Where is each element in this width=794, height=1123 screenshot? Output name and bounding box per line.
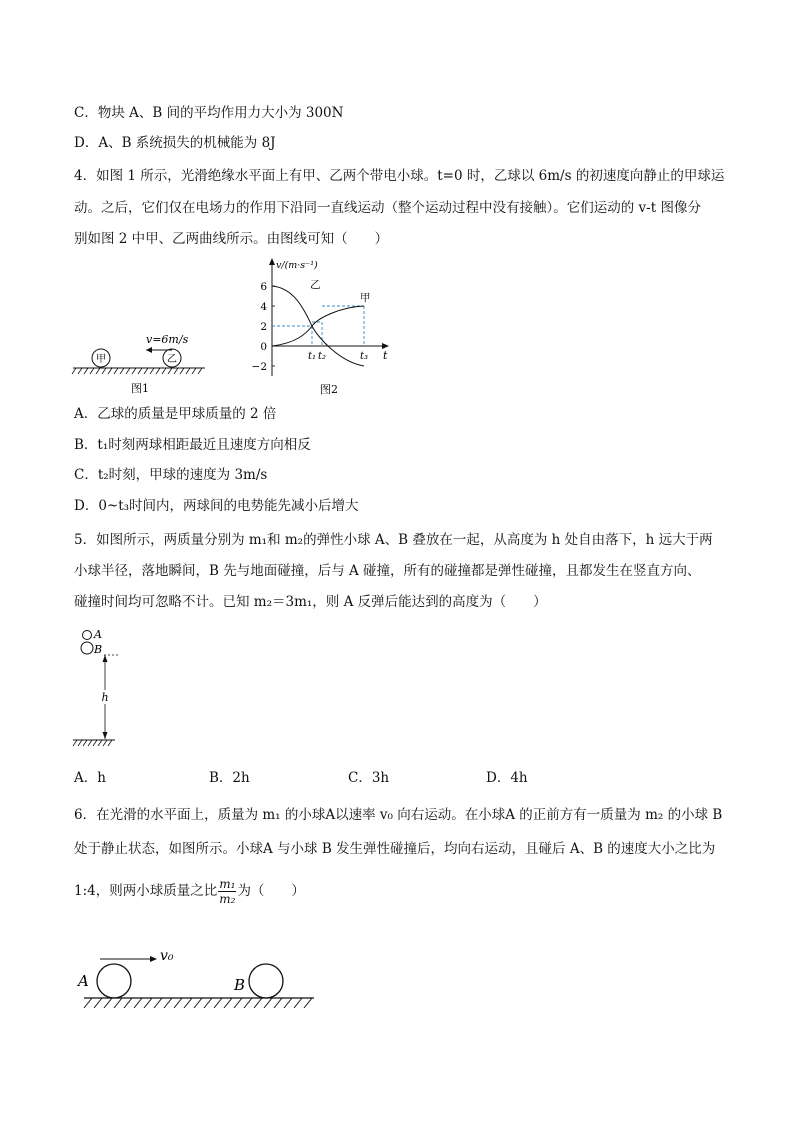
q6-ball-b — [249, 964, 283, 998]
q4-option-a: A．乙球的质量是甲球质量的 2 倍 — [74, 406, 277, 422]
q4-fig2-xlabel: t — [383, 349, 388, 362]
q4-fig2-ylabel: v/(m·s⁻¹) — [276, 260, 318, 271]
q5-option-a: A．h — [74, 770, 106, 786]
q4-fig2-xtick-label: t₁ — [307, 351, 317, 362]
q6-stem-line3-pre: 1:4，则两小球质量之比 — [74, 883, 218, 899]
q5-option-d: D．4h — [486, 770, 528, 786]
q4-stem-line2: 动。之后，它们仅在电场力的作用下沿同一直线运动（整个运动过程中没有接触）。它们运动的 v-t 图像分 — [74, 200, 701, 216]
q6-frac-denominator: m₂ — [219, 892, 236, 906]
q6-ball-a — [97, 964, 131, 998]
q6-label-v0: v₀ — [160, 948, 174, 964]
q4-fig2-series-jia-label: 甲 — [360, 292, 371, 304]
q4-option-d: D．0~t₃时间内，两球间的电势能先减小后增大 — [74, 498, 359, 514]
q4-fig2-xtick-label: t₂ — [317, 351, 327, 362]
q5-stem-line3: 碰撞时间均可忽略不计。已知 m₂＝3m₁，则 A 反弹后能达到的高度为（ ） — [74, 594, 547, 610]
q4-fig1-ball-jia-label: 甲 — [96, 354, 106, 365]
down-arrow-icon — [103, 732, 108, 739]
q4-fig2-ytick-label: 6 — [260, 281, 267, 293]
q4-fig2-ytick-label: −2 — [251, 361, 267, 373]
q5-ground-hatch — [73, 740, 112, 746]
q6-frac-numerator: m₁ — [219, 877, 236, 891]
q4-fig1-ball-yi-label: 乙 — [167, 354, 177, 365]
q5-ball-b — [81, 642, 93, 654]
q5-label-b: B — [94, 643, 103, 656]
q4-option-c: C．t₂时刻，甲球的速度为 3m/s — [74, 467, 268, 483]
q6-label-b: B — [234, 976, 246, 994]
q5-ball-a — [83, 631, 92, 640]
q4-fig1-ground-hatch — [72, 368, 202, 374]
q4-fig2-series-jia — [272, 306, 364, 346]
q4-figure1 — [70, 330, 210, 400]
q3-option-d: D．A、B 系统损失的机械能为 8J — [74, 135, 276, 151]
arrow-head-icon — [150, 956, 157, 962]
q4-fig2-ytick-label: 2 — [260, 321, 267, 333]
q4-figure2-vt-chart — [250, 254, 400, 400]
q4-fig1-caption: 图1 — [131, 382, 149, 395]
q4-stem-line3: 别如图 2 中甲、乙两曲线所示。由图线可知（ ） — [74, 231, 389, 247]
q4-stem-line1: 4．如图 1 所示，光滑绝缘水平面上有甲、乙两个带电小球。t=0 时，乙球以 6m/s 的初速度向静止的甲球运 — [74, 168, 725, 184]
q5-stem-line1: 5．如图所示，两质量分别为 m₁和 m₂的弹性小球 A、B 叠放在一起，从高度为 h 处自由落下，h 远大于两 — [74, 532, 713, 548]
q5-label-h: h — [101, 691, 109, 704]
q6-stem-line2: 处于静止状态，如图所示。小球A 与小球 B 发生弹性碰撞后，均向右运动，且碰后 A、B 的速度大小之比为 — [74, 841, 716, 857]
up-arrow-icon — [103, 655, 108, 662]
q5-option-b: B．2h — [209, 770, 250, 786]
q6-ground-hatch — [84, 998, 312, 1008]
q6-stem-line1: 6．在光滑的水平面上，质量为 m₁ 的小球A以速率 v₀ 向右运动。在小球A 的正前方有一质量为 m₂ 的小球 B — [74, 807, 723, 823]
q6-figure — [70, 940, 330, 1020]
q4-fig2-ytick-label: 4 — [260, 301, 267, 313]
q4-fig1-velocity-label: v=6m/s — [146, 333, 189, 346]
q5-figure — [70, 624, 130, 748]
q6-stem-line3 — [74, 878, 305, 905]
q5-label-a: A — [94, 628, 102, 641]
q6-mass-ratio-fraction — [218, 878, 236, 905]
arrow-head-icon — [146, 347, 152, 353]
q5-stem-line2: 小球半径，落地瞬间，B 先与地面碰撞，后与 A 碰撞，所有的碰撞都是弹性碰撞，且都发生在竖直方向、 — [74, 563, 701, 579]
q3-option-c: C．物块 A、B 间的平均作用力大小为 300N — [74, 105, 344, 121]
q6-stem-line3-post: 为（ ） — [237, 883, 305, 899]
q6-label-a: A — [78, 972, 89, 990]
q4-fig2-xtick-label: t₃ — [359, 351, 369, 362]
q4-fig2-caption: 图2 — [320, 383, 338, 396]
q4-fig2-ytick-label: 0 — [260, 341, 267, 353]
q4-option-b: B．t₁时刻两球相距最近且速度方向相反 — [74, 437, 311, 453]
y-axis-arrow-icon — [269, 258, 275, 265]
q5-option-c: C．3h — [348, 770, 390, 786]
q4-fig2-series-yi-label: 乙 — [310, 279, 321, 291]
